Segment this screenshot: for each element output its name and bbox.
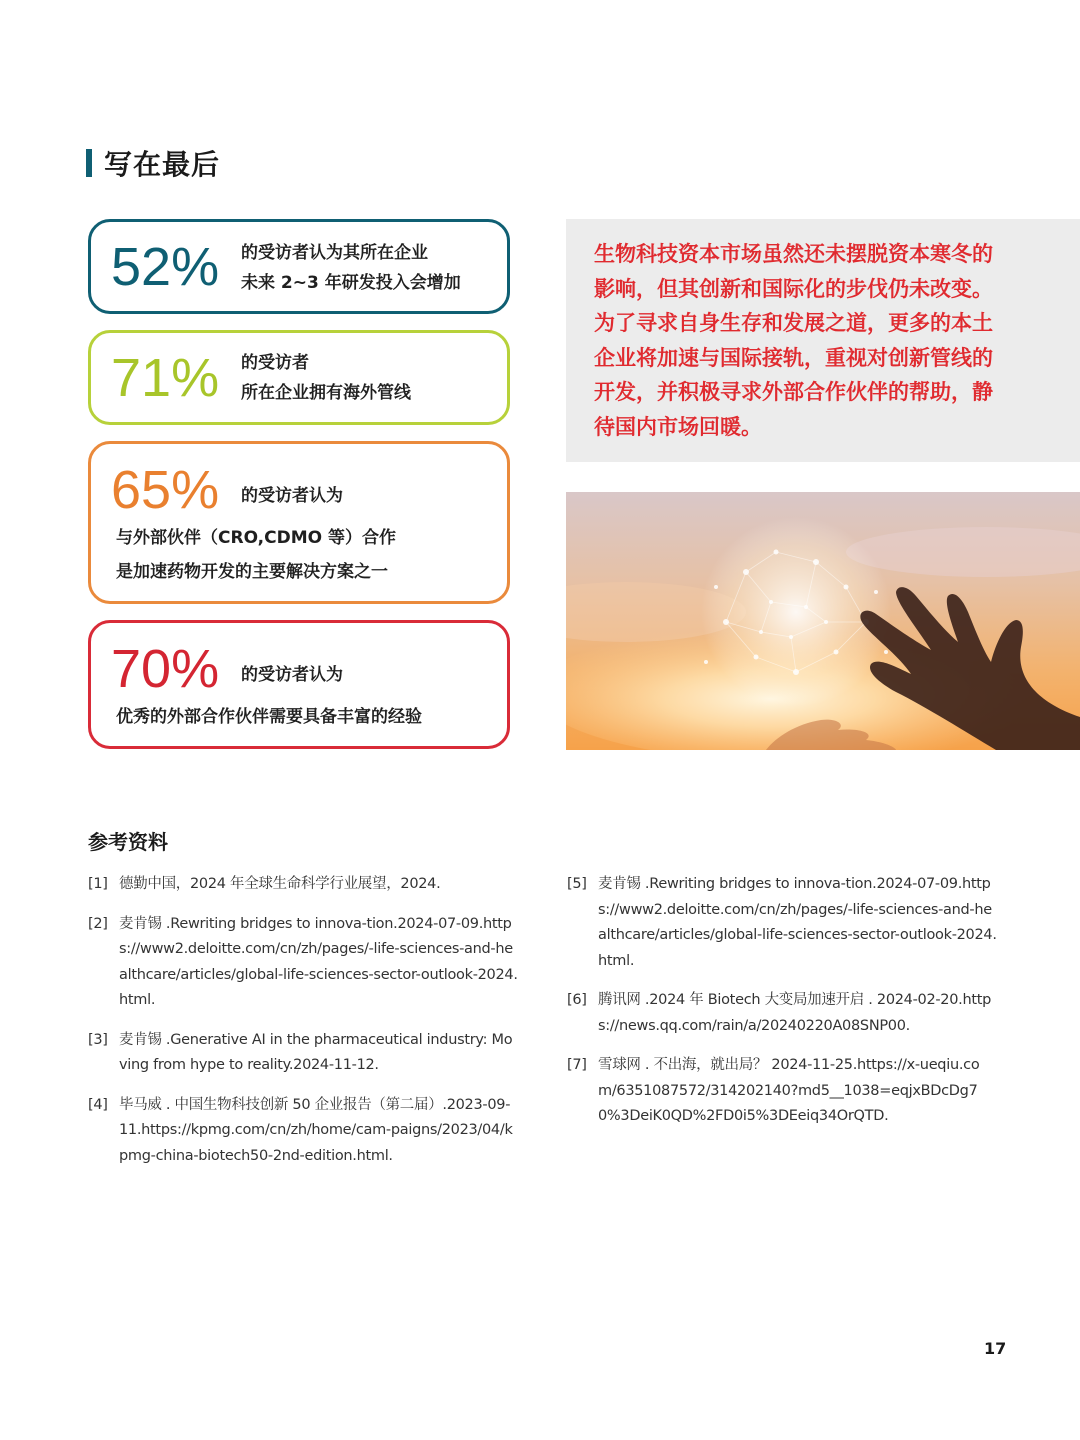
- page-title: 写在最后: [104, 148, 221, 181]
- reference-number: [4]: [88, 1096, 108, 1113]
- reference-text: 雪球网 . 不出海，就出局？ 2024-11-25.https://x-ueqiu.com/6351087572/314202140?md5__1038=eqjxBDcDg70%3DeiK0QD%2FD0i5%3DEeiq34OrQTD.: [598, 1057, 980, 1124]
- reference-item: [88, 912, 518, 1014]
- stat-text-line: 是加速药物开发的主要解决方案之一: [116, 562, 388, 582]
- reference-text: 麦肯锡 .Rewriting bridges to innova-tion.2024-07-09.https://www2.deloitte.com/cn/zh/pages/-life-sciences-and-healthcare/articles/global-life-sciences-sector-outlook-2024.html.: [119, 915, 518, 1008]
- reference-text: 麦肯锡 .Generative AI in the pharmaceutical industry: Moving from hype to reality.2024-11-12.: [119, 1031, 513, 1073]
- stat-text-line: 优秀的外部合作伙伴需要具备丰富的经验: [116, 707, 422, 727]
- reference-item: [88, 1093, 518, 1170]
- stat-percent: 65%: [111, 460, 220, 520]
- reference-text: 麦肯锡 .Rewriting bridges to innova-tion.2024-07-09.https://www2.deloitte.com/cn/zh/pages/-life-sciences-and-healthcare/articles/global-life-sciences-sector-outlook-2024.html.: [598, 876, 997, 969]
- reference-text: 腾讯网 .2024 年 Biotech 大变局加速开启 . 2024-02-20.https://news.qq.com/rain/a/20240220A08SNP00.: [598, 992, 992, 1034]
- references-title: 参考资料: [88, 830, 168, 854]
- stat-text-line: 的受访者认为: [241, 486, 343, 506]
- references-right-column: [567, 872, 997, 1144]
- stat-card-70: [88, 620, 510, 749]
- reference-text: 德勤中国，2024 年全球生命科学行业展望，2024.: [119, 876, 441, 892]
- highlight-quote-box: [566, 219, 1080, 462]
- stat-text-line: 的受访者: [241, 353, 309, 373]
- stat-percent: 71%: [111, 348, 220, 408]
- stat-card-71: [88, 330, 510, 425]
- references-left-column: [88, 872, 518, 1183]
- hero-image: [566, 492, 1080, 750]
- reference-number: [6]: [567, 992, 587, 1008]
- reference-item: [567, 988, 997, 1039]
- stat-card-65: [88, 441, 510, 604]
- page-number: 17: [984, 1339, 1007, 1358]
- reference-item: [567, 1053, 997, 1130]
- stat-text-line: 与外部伙伴（CRO,CDMO 等）合作: [116, 528, 396, 548]
- stat-percent: 70%: [111, 639, 220, 699]
- title-accent-bar: [86, 149, 92, 177]
- reference-item: [88, 1028, 518, 1079]
- highlight-quote: 生物科技资本市场虽然还未摆脱资本寒冬的影响，但其创新和国际化的步伐仍未改变。为了寻求自身生存和发展之道，更多的本土企业将加速与国际接轨，重视对创新管线的开发，并积极寻求外部合作伙伴的帮助，静待国内市场回暖。: [594, 242, 993, 439]
- reference-number: [7]: [567, 1057, 587, 1073]
- stat-percent: 52%: [111, 237, 220, 297]
- reference-number: [5]: [567, 876, 587, 892]
- reference-item: [88, 872, 518, 898]
- section-title: [86, 146, 220, 180]
- reference-number: [1]: [88, 876, 108, 892]
- reference-text: 毕马威 . 中国生物科技创新 50 企业报告（第二届）.2023-09-11.https://kpmg.com/cn/zh/home/cam-paigns/2023/04/kpmg-china-biotech50-2nd-edition.html.: [119, 1096, 513, 1164]
- stat-text-line: 未来 2~3 年研发投入会增加: [241, 273, 461, 293]
- stat-text-line: 的受访者认为: [241, 665, 343, 685]
- stat-card-52: [88, 219, 510, 314]
- reference-item: [567, 872, 997, 974]
- stat-text-line: 所在企业拥有海外管线: [241, 383, 411, 403]
- stat-text-line: 的受访者认为其所在企业: [241, 243, 428, 263]
- reference-number: [2]: [88, 915, 108, 932]
- reference-number: [3]: [88, 1031, 108, 1048]
